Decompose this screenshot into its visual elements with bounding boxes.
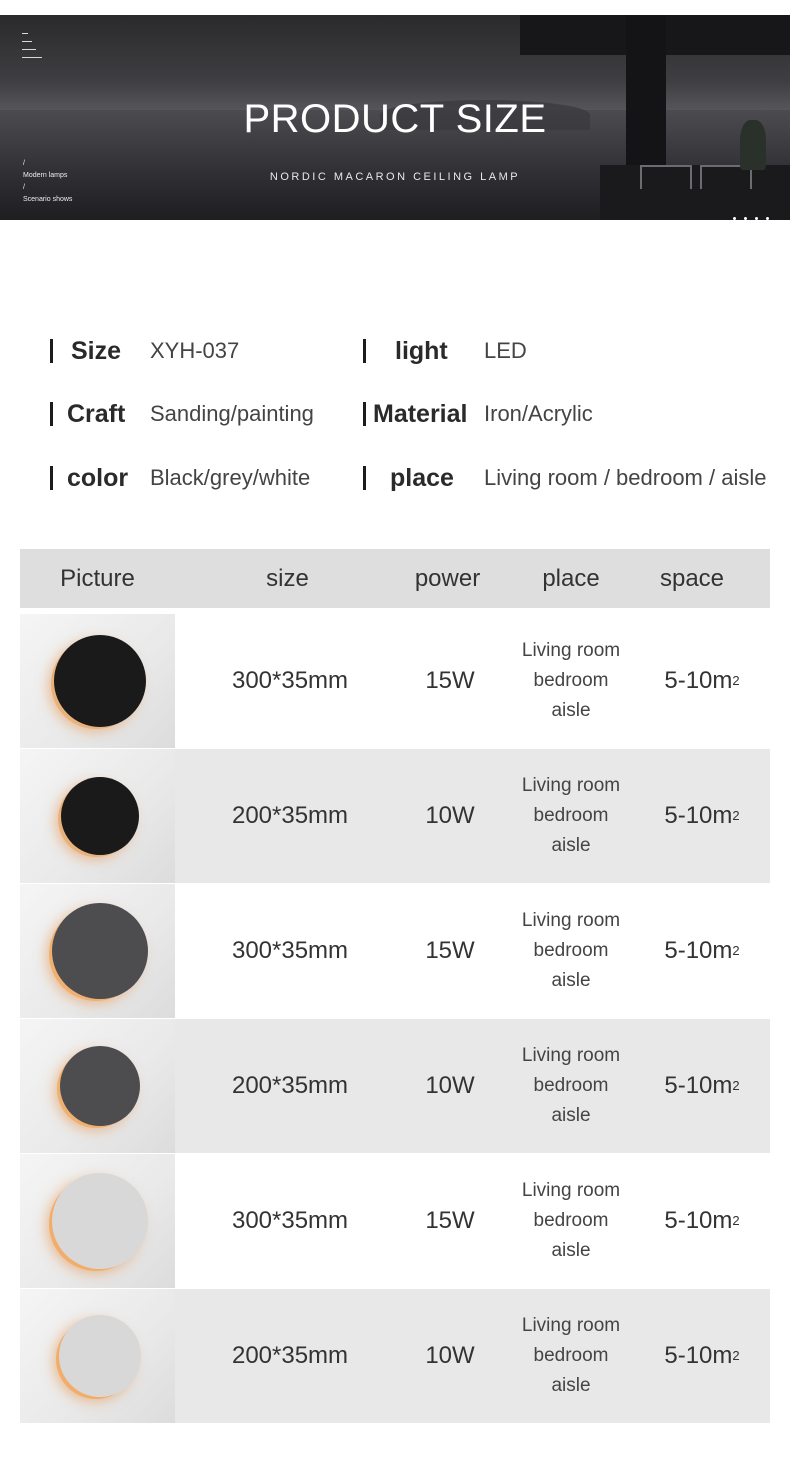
cell-space: 5-10m 2 [664,1072,740,1099]
round-lamp-icon [54,635,146,727]
spec-label: Size [71,336,122,365]
spec-size [50,335,240,367]
place-line: aisle [551,835,591,856]
spec-bar [50,339,53,363]
page-title: PRODUCT SIZE [243,97,547,141]
cell-place [515,1289,627,1423]
place-line: aisle [551,700,591,721]
spec-bar [363,402,366,426]
spec-bar [50,466,53,490]
place-line: aisle [551,970,591,991]
cell-size: 200*35mm [231,1072,349,1099]
place-line: Living room [521,1315,621,1336]
cell-size: 200*35mm [231,1342,349,1369]
carousel-dot[interactable] [766,217,769,220]
side-note-line: / [23,184,25,191]
spec-craft [50,398,314,430]
cell-power: 15W [425,667,475,694]
spec-label: Craft [67,399,126,428]
cell-place [515,1154,627,1288]
cell-place [515,749,627,883]
cell-space: 5-10m 2 [664,667,740,694]
cell-size: 300*35mm [231,937,349,964]
round-lamp-icon [52,903,148,999]
place-line: bedroom [533,1345,609,1366]
cell-size: 300*35mm [231,1207,349,1234]
space-value: 5-10m [664,937,733,964]
spec-value: LED [484,338,527,363]
product-image [20,1289,175,1423]
cell-size: 300*35mm [231,667,349,694]
place-line: aisle [551,1105,591,1126]
spec-bar [363,339,366,363]
spec-light [363,335,527,367]
cell-place [515,614,627,748]
place-line: Living room [521,910,621,931]
place-line: bedroom [533,670,609,691]
place-line: Living room [521,775,621,796]
space-value: 5-10m [664,667,733,694]
spec-value: Living room / bedroom / aisle [484,465,767,490]
side-note-line: Modern lamps [23,172,68,179]
place-line: Living room [521,1180,621,1201]
place-line: bedroom [533,805,609,826]
header-picture: Picture [60,565,135,592]
table-row [20,1154,770,1288]
hero-banner [0,15,790,220]
spec-label: color [67,463,129,492]
round-lamp-icon [59,1315,141,1397]
space-value: 5-10m [664,1207,733,1234]
product-image [20,1154,175,1288]
header-place: place [542,565,600,592]
spec-label: light [395,336,448,365]
header-space: space [659,565,725,592]
cell-power: 15W [425,937,475,964]
cell-power: 10W [425,1072,475,1099]
place-line: Living room [521,1045,621,1066]
table-row [20,614,770,748]
table-header [20,549,770,608]
cell-power: 10W [425,1342,475,1369]
table-row [20,1019,770,1153]
table-row [20,884,770,1018]
place-line: Living room [521,640,621,661]
header-size: size [266,565,309,592]
spec-label: Material [373,399,468,428]
place-line: bedroom [533,1210,609,1231]
product-image [20,614,175,748]
cell-space: 5-10m 2 [664,937,740,964]
cell-power: 15W [425,1207,475,1234]
table-row [20,1289,770,1423]
cell-space: 5-10m 2 [664,1342,740,1369]
round-lamp-icon [61,777,139,855]
table-row [20,749,770,883]
place-line: aisle [551,1375,591,1396]
spec-bar [50,402,53,426]
product-image [20,1019,175,1153]
side-note [23,158,72,206]
round-lamp-icon [52,1173,148,1269]
product-image [20,749,175,883]
space-value: 5-10m [664,802,733,829]
space-value: 5-10m [664,1342,733,1369]
spec-bar [363,466,366,490]
cell-size: 200*35mm [231,802,349,829]
page-subtitle: NORDIC MACARON CEILING LAMP [269,171,521,183]
spec-material [363,398,593,430]
carousel-dots[interactable] [733,207,777,220]
place-line: bedroom [533,940,609,961]
product-image [20,884,175,1018]
cell-power: 10W [425,802,475,829]
cell-place [515,1019,627,1153]
carousel-dot[interactable] [755,217,758,220]
cell-place [515,884,627,1018]
menu-icon[interactable] [22,33,44,63]
spec-label: place [390,463,454,492]
space-value: 5-10m [664,1072,733,1099]
side-note-line: Scenario shows [23,196,73,203]
spec-place [363,462,767,494]
side-note-line: / [23,160,25,167]
spec-color [50,462,311,494]
cell-space: 5-10m 2 [664,1207,740,1234]
spec-value: Black/grey/white [150,465,311,490]
spec-value: Sanding/painting [150,401,314,426]
round-lamp-icon [60,1046,140,1126]
carousel-dot[interactable] [733,217,736,220]
place-line: aisle [551,1240,591,1261]
spec-value: Iron/Acrylic [484,401,593,426]
spec-value: XYH-037 [150,338,240,363]
place-line: bedroom [533,1075,609,1096]
header-power: power [414,565,481,592]
cell-space: 5-10m 2 [664,802,740,829]
carousel-dot[interactable] [744,217,747,220]
